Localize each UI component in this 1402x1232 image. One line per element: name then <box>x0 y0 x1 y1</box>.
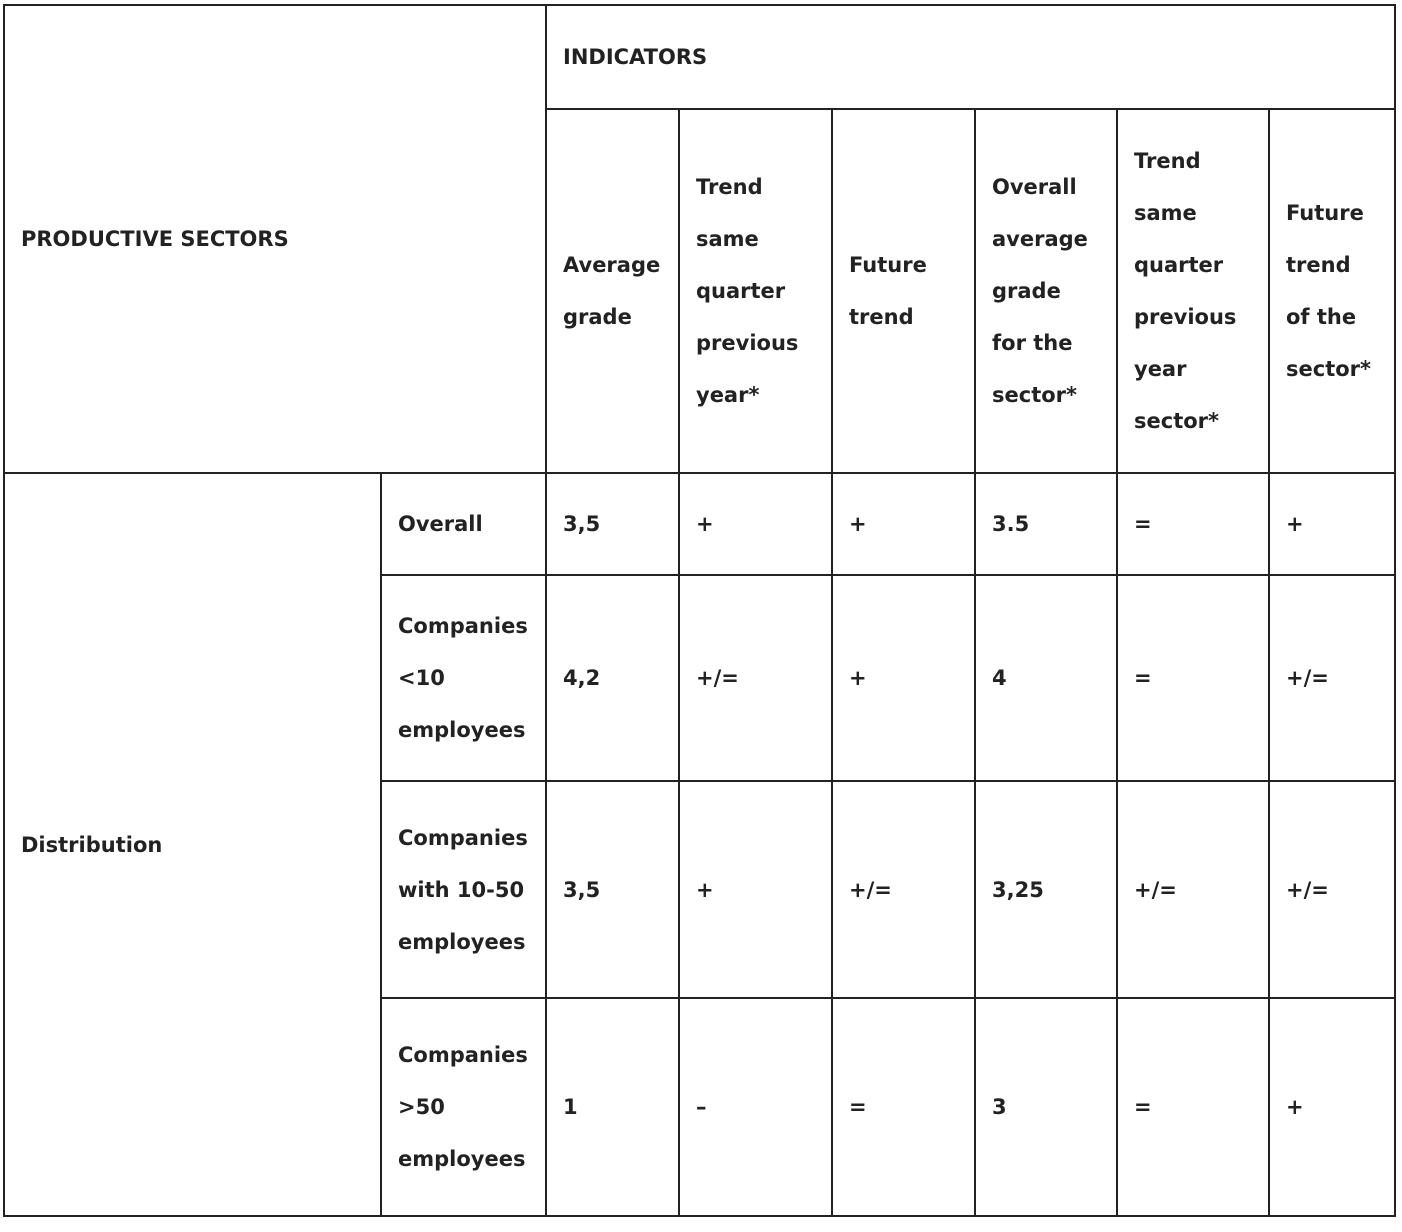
row-label: Companies <10 employees <box>381 575 546 781</box>
table-cell: 4,2 <box>546 575 679 781</box>
table-cell: +/= <box>679 575 832 781</box>
table-cell: = <box>1117 998 1269 1216</box>
indicators-table <box>3 4 1396 1217</box>
table-cell: = <box>1117 575 1269 781</box>
table-cell: 3,5 <box>546 473 679 575</box>
table-cell: 4 <box>975 575 1117 781</box>
productive-sectors-header: PRODUCTIVE SECTORS <box>4 5 546 473</box>
table-cell: +/= <box>1117 781 1269 998</box>
row-label: Overall <box>381 473 546 575</box>
table-cell: 3,25 <box>975 781 1117 998</box>
table-cell: + <box>679 473 832 575</box>
col-header-future-trend-sector: Future trend of the sector* <box>1269 109 1395 473</box>
indicators-header: INDICATORS <box>546 5 1395 109</box>
table-row <box>4 473 1395 575</box>
table-cell: 3,5 <box>546 781 679 998</box>
table-cell: + <box>1269 473 1395 575</box>
table-cell: = <box>1117 473 1269 575</box>
table-cell: + <box>679 781 832 998</box>
table-cell: +/= <box>1269 575 1395 781</box>
sector-cell-distribution: Distribution <box>4 473 381 1216</box>
col-header-future-trend: Future trend <box>832 109 975 473</box>
table-cell: + <box>832 473 975 575</box>
table-cell: + <box>832 575 975 781</box>
table-cell: 3.5 <box>975 473 1117 575</box>
header-row-top <box>4 5 1395 109</box>
col-header-trend-previous-year: Trend same quarter previous year* <box>679 109 832 473</box>
col-header-overall-average-sector: Overall average grade for the sector* <box>975 109 1117 473</box>
table-cell: + <box>1269 998 1395 1216</box>
table-cell: +/= <box>1269 781 1395 998</box>
row-label: Companies >50 employees <box>381 998 546 1216</box>
row-label: Companies with 10-50 employees <box>381 781 546 998</box>
table-cell: +/= <box>832 781 975 998</box>
table-cell: = <box>832 998 975 1216</box>
table-cell: 1 <box>546 998 679 1216</box>
table-cell: 3 <box>975 998 1117 1216</box>
col-header-average-grade: Average grade <box>546 109 679 473</box>
table-cell: – <box>679 998 832 1216</box>
col-header-trend-previous-year-sector: Trend same quarter previous year sector* <box>1117 109 1269 473</box>
